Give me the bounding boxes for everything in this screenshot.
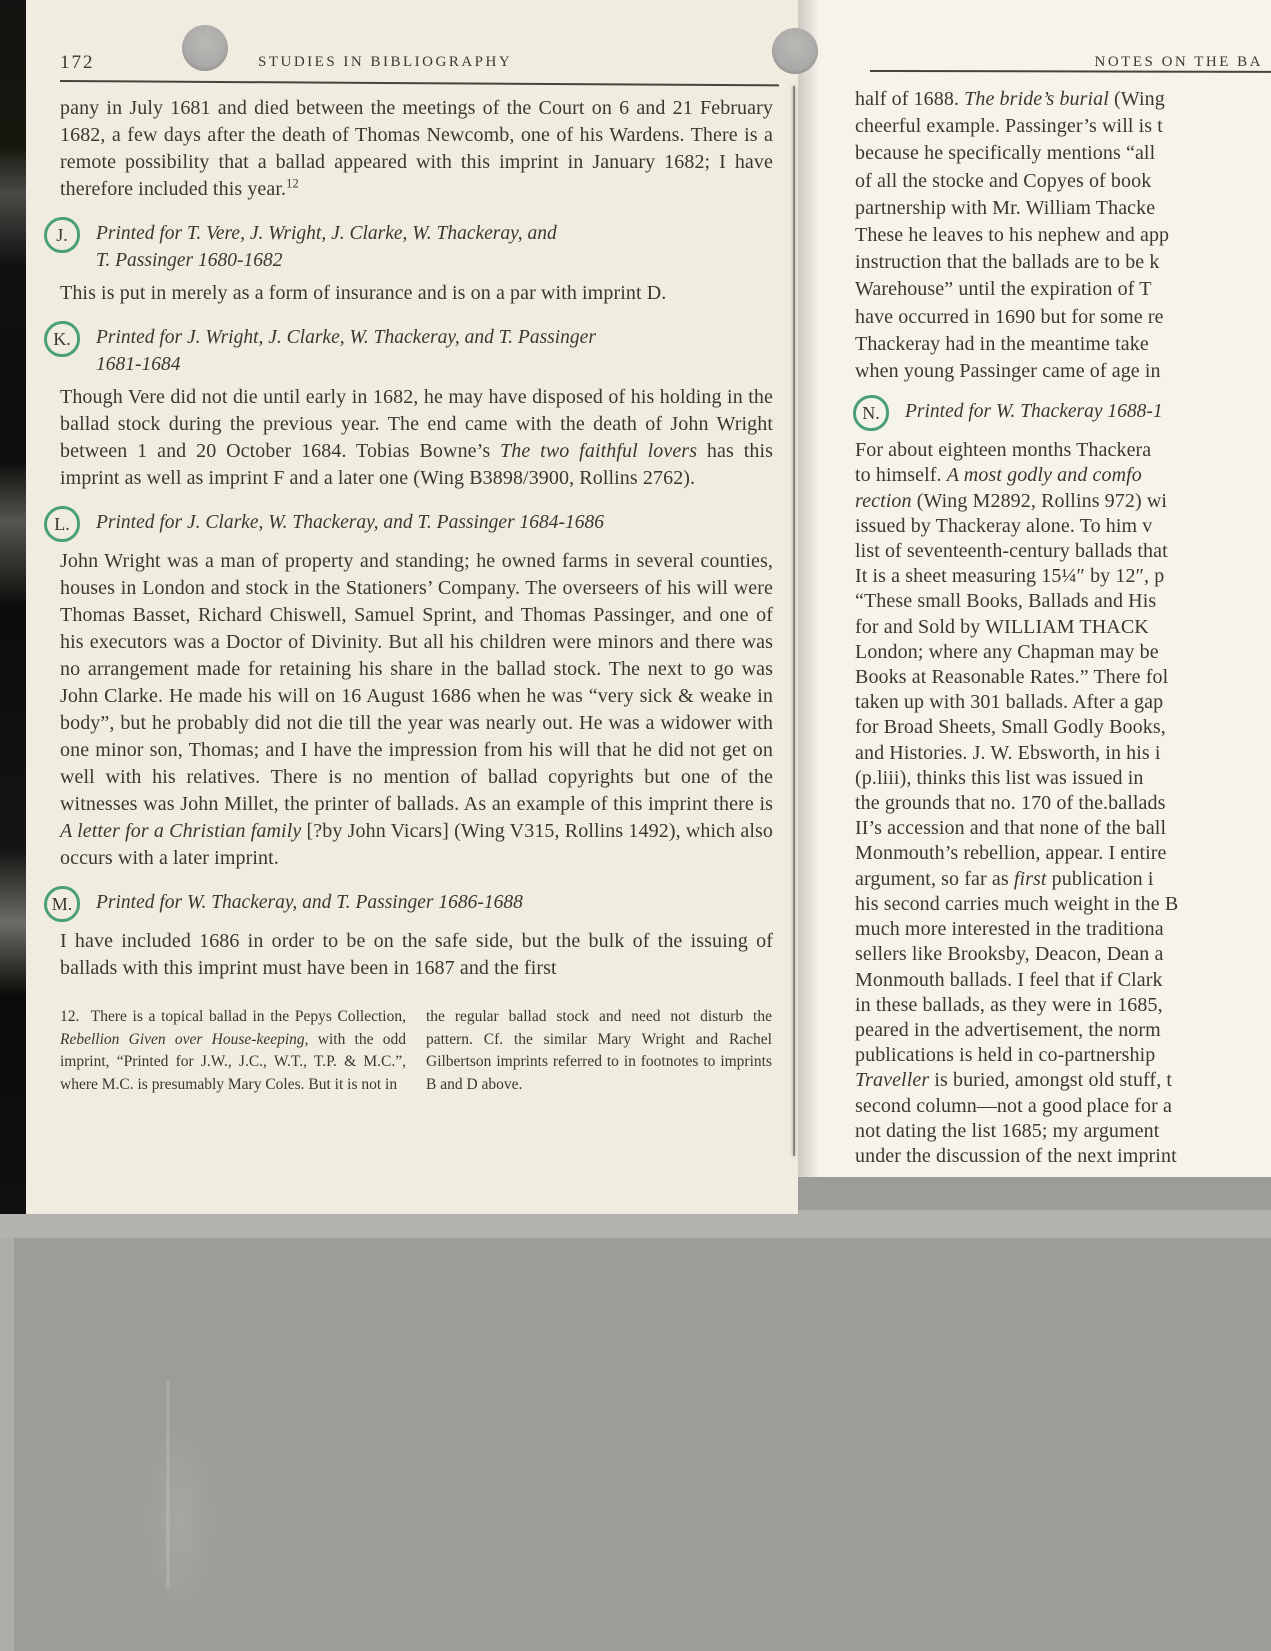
scanner-artifact-glow xyxy=(140,1420,220,1620)
scan-background-edge xyxy=(0,1238,14,1651)
scan-background-strip xyxy=(0,1210,1271,1238)
section-j-heading-text: Printed for T. Vere, J. Wright, J. Clarke, W. Thackeray, and T. Passinger 1680-1682 xyxy=(96,223,557,271)
right-page xyxy=(798,0,1271,1177)
book-edge-shadow xyxy=(0,0,26,1214)
circled-letter-n: N. xyxy=(853,395,889,431)
right-page-top-paragraph: half of 1688. The bride’s burial (Wing cheerful example. Passinger’s will is t because he specifically mentions “all of all the stocke and Copyes of book partnership with Mr. William Thacke These he leaves to his nephew and app instruction that the ballads are to be k Warehouse” until the expiration of T have occurred in 1690 but for some re Thackeray had in the meantime take when young Passinger came of age in xyxy=(855,88,1170,383)
circled-letter-j: J. xyxy=(44,217,80,253)
section-l-body: John Wright was a man of property and standing; he owned farms in several counties, houses in London and stock in the Stationers’ Company. The overseers of his will were Thomas Basset, Richard Chiswell, Samuel Sprint, and Thomas Passinger, and one of his executors was a Doctor of Divinity. But all his children were minors and there was no arrangement made for retaining his share in the ballad stock. The next to go was John Clarke. He made his will on 16 August 1686 when he was “very sick & weake in body”, but he probably did not die till the year was nearly out. He was a widower with one minor son, Thomas; and I have the impression from his will that he did not get on well with his relatives. There is no mention of ballad copyrights but one of the witnesses was John Millet, the printer of ballads. As an example of this imprint there is A letter for a Christian family [?by John Vicars] (Wing V315, Rollins 1492), which also occurs with a later imprint. xyxy=(60,550,773,869)
section-l xyxy=(54,509,773,872)
running-head-right: NOTES ON THE BA xyxy=(1094,54,1263,70)
page-number: 172 xyxy=(60,52,95,73)
binder-hole-icon xyxy=(772,28,818,74)
left-page xyxy=(26,0,798,1214)
page-crease xyxy=(793,86,795,1156)
footnote-12 xyxy=(26,1006,773,1096)
circled-letter-m: M. xyxy=(44,886,80,922)
footnote-column-2: the regular ballad stock and need not disturb the pattern. Cf. the similar Mary Wright and Rachel Gilbertson imprints referred to in footnotes to imprints B and D above. xyxy=(426,1008,772,1093)
running-head-left: STUDIES IN BIBLIOGRAPHY xyxy=(258,54,513,70)
section-m-heading-text: Printed for W. Thackeray, and T. Passinger 1686-1688 xyxy=(96,892,523,913)
section-m-body: I have included 1686 in order to be on the safe side, but the bulk of the issuing of ballads with this imprint must have been in 1687 and the first xyxy=(60,930,773,979)
section-k-body: Though Vere did not die until early in 1682, he may have disposed of his holding in the ballad stock during the previous year. The end came with the death of John Wright between 1 and 20 October 1684. Tobias Bowne’s The two faithful lovers has this imprint as well as imprint F and a later one (Wing B3898/3900, Rollins 2762). xyxy=(60,386,773,489)
section-k-heading xyxy=(44,324,773,378)
circled-letter-l: L. xyxy=(44,506,80,542)
section-j-body: This is put in merely as a form of insurance and is on a par with imprint D. xyxy=(60,282,667,304)
right-page-text-block xyxy=(798,72,1271,1169)
intro-paragraph: pany in July 1681 and died between the meetings of the Court on 6 and 21 February 1682, a few days after the death of Thomas Newcomb, one of his Wardens. There is a remote possibility that a ballad appeared with this imprint in January 1682; I have therefore included this year.$^{12}$ xyxy=(60,97,773,200)
section-n-heading-text: Printed for W. Thackeray 1688-1 xyxy=(905,401,1163,423)
section-n-heading xyxy=(853,398,1271,431)
section-j-heading xyxy=(44,220,773,274)
header-rule-left xyxy=(60,80,779,86)
left-page-header xyxy=(26,0,777,74)
left-page-text-block xyxy=(26,95,773,982)
circled-letter-k: K. xyxy=(44,321,80,357)
right-page-header xyxy=(798,0,1271,70)
section-l-heading xyxy=(44,509,773,542)
section-k-heading-text: Printed for J. Wright, J. Clarke, W. Thackeray, and T. Passinger 1681-1684 xyxy=(96,327,596,375)
section-j xyxy=(56,220,773,307)
section-l-heading-text: Printed for J. Clarke, W. Thackeray, and T. Passinger 1684-1686 xyxy=(96,512,605,533)
section-n-body: For about eighteen months Thackera to himself. A most godly and comfo rection (Wing M2892, Rollins 972) wi issued by Thackeray alone. To him v list of seventeenth-century ballads that It is a sheet measuring 15¼″ by 12″, p “These small Books, Ballads and His for and Sold by WILLIAM THACK London; where any Chapman may be Books at Reasonable Rates.” There fol taken up with 301 ballads. After a gap for Broad Sheets, Small Godly Books, and Histories. J. W. Ebsworth, in his i (p.liii), thinks this list was issued in the grounds that no. 170 of the.ballads II’s accession and that none of the ball Monmouth’s rebellion, appear. I entire argument, so far as first publication i his second carries much weight in the B much more interested in the traditiona sellers like Brooksby, Deacon, Dean a Monmouth ballads. I feel that if Clark in these ballads, as they were in 1685, peared in the advertisement, the norm publications is held in co-partnership Traveller is buried, amongst old stuff, t second column—not a good place for a not dating the list 1685; my argument under the discussion of the next imprint xyxy=(855,439,1179,1167)
section-m-heading xyxy=(44,889,773,922)
section-k xyxy=(53,324,773,492)
section-m xyxy=(51,889,773,982)
footnote-column-1: 12. There is a topical ballad in the Pepys Collection, Rebellion Given over House-keeping, with the odd imprint, “Printed for J.W., J.C., W.T., T.P. & M.C.”, where M.C. is presumably Mary Coles. But it is not in xyxy=(60,1008,406,1093)
binder-hole-icon xyxy=(182,25,228,71)
